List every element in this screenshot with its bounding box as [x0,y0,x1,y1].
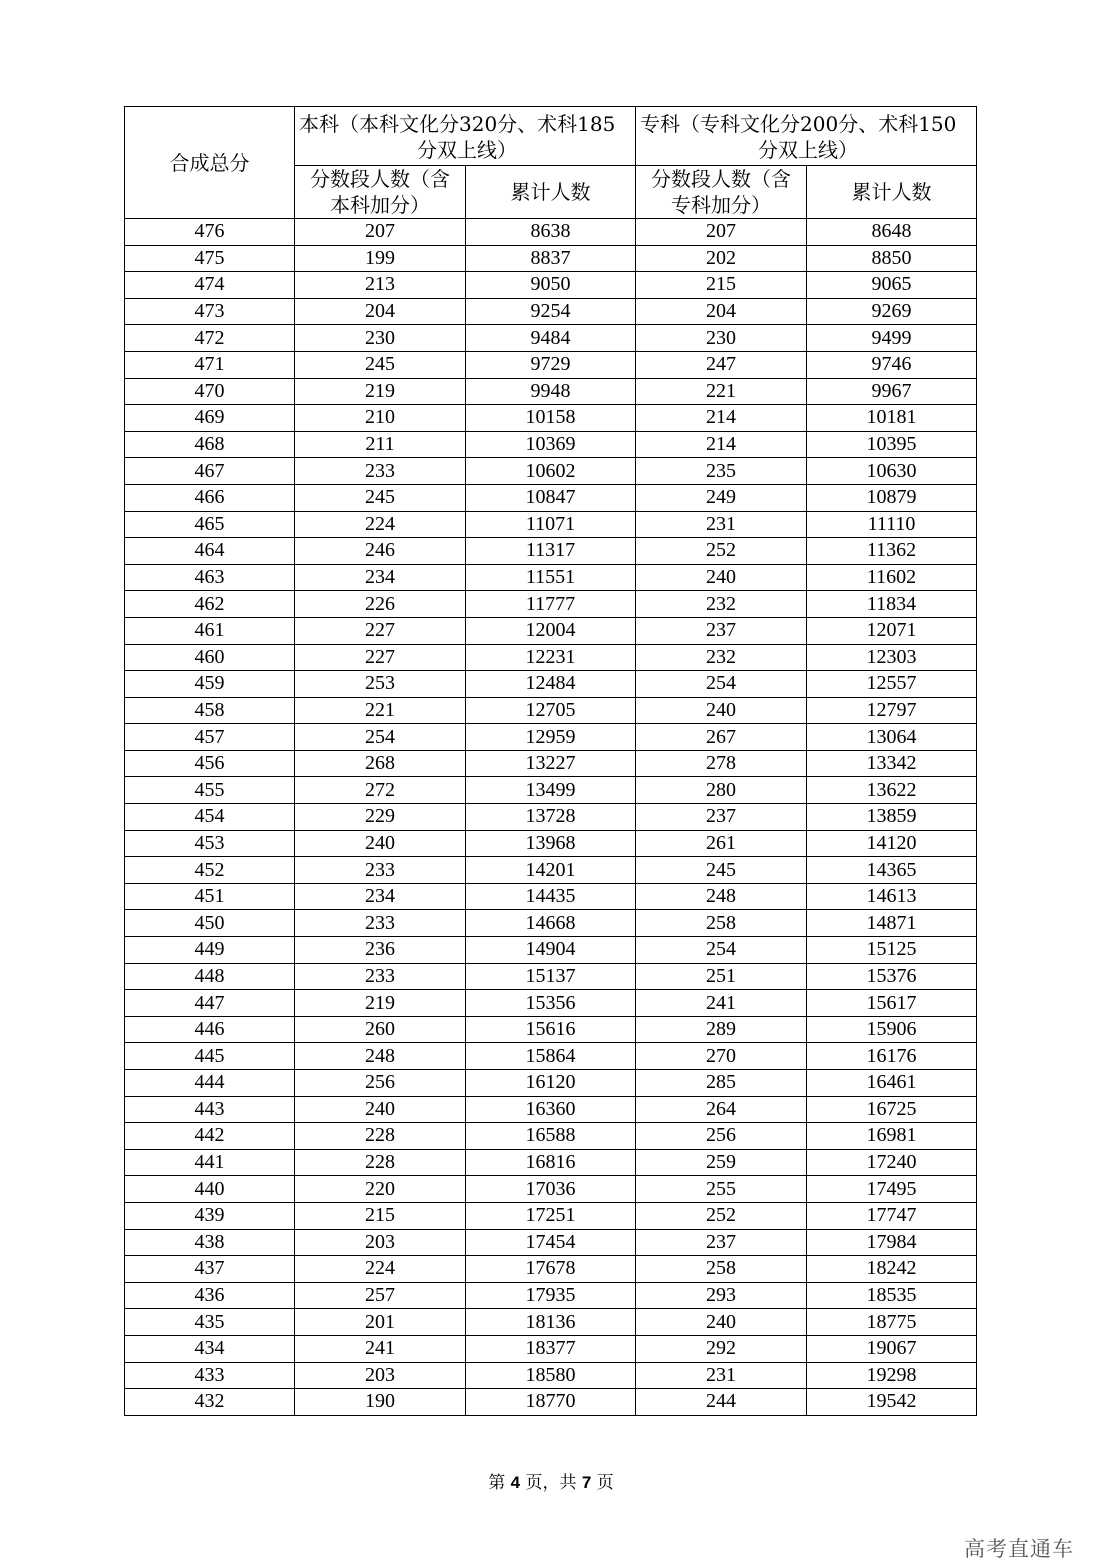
junior-count-cell: 204 [636,298,807,325]
score-cell: 447 [125,990,295,1017]
undergrad-cumulative-cell: 17678 [466,1256,636,1283]
junior-cumulative-cell: 15617 [807,990,977,1017]
table-row [125,1389,977,1416]
undergrad-cumulative-cell: 18770 [466,1389,636,1416]
junior-cumulative-cell: 13859 [807,804,977,831]
undergrad-cumulative-cell: 12231 [466,644,636,671]
undergrad-count-line1: 分数段人数（含 [310,167,450,191]
undergrad-count-cell: 246 [295,538,466,565]
score-cell: 462 [125,591,295,618]
table-row [125,724,977,751]
undergrad-cumulative-cell: 8638 [466,219,636,246]
junior-cumulative-cell: 14365 [807,857,977,884]
score-cell: 444 [125,1070,295,1097]
junior-count-cell: 259 [636,1149,807,1176]
score-cell: 443 [125,1096,295,1123]
junior-count-cell: 251 [636,963,807,990]
table-row [125,1335,977,1362]
score-cell: 454 [125,804,295,831]
junior-cumulative-cell: 9967 [807,378,977,405]
junior-count-cell: 240 [636,697,807,724]
junior-count-cell: 235 [636,458,807,485]
undergrad-cumulative-cell: 10158 [466,405,636,432]
score-cell: 457 [125,724,295,751]
undergrad-cumulative-cell: 9254 [466,298,636,325]
table-row [125,272,977,299]
junior-count-cell: 278 [636,750,807,777]
undergrad-cumulative-cell: 9484 [466,325,636,352]
score-cell: 471 [125,351,295,378]
undergrad-cumulative-cell: 16120 [466,1070,636,1097]
junior-cumulative-cell: 15125 [807,937,977,964]
junior-cumulative-cell: 19542 [807,1389,977,1416]
undergrad-cumulative-cell: 18377 [466,1335,636,1362]
table-row [125,697,977,724]
undergrad-count-header [295,166,466,219]
table-row [125,804,977,831]
junior-count-cell: 249 [636,484,807,511]
junior-count-cell: 270 [636,1043,807,1070]
score-cell: 441 [125,1149,295,1176]
junior-cumulative-cell: 13342 [807,750,977,777]
score-cell: 439 [125,1202,295,1229]
undergrad-count-cell: 221 [295,697,466,724]
junior-count-cell: 258 [636,1256,807,1283]
table-row [125,830,977,857]
undergrad-count-cell: 233 [295,963,466,990]
score-cell: 467 [125,458,295,485]
undergrad-count-cell: 201 [295,1309,466,1336]
table-row [125,883,977,910]
junior-count-cell: 261 [636,830,807,857]
score-cell: 452 [125,857,295,884]
score-cell: 432 [125,1389,295,1416]
undergrad-count-cell: 203 [295,1362,466,1389]
undergrad-cumulative-cell: 12705 [466,697,636,724]
score-cell: 463 [125,564,295,591]
score-cell: 456 [125,750,295,777]
undergrad-count-cell: 190 [295,1389,466,1416]
undergrad-cumulative-cell: 9948 [466,378,636,405]
score-cell: 466 [125,484,295,511]
junior-count-cell: 267 [636,724,807,751]
junior-count-cell: 214 [636,431,807,458]
junior-count-cell: 240 [636,1309,807,1336]
undergrad-count-cell: 220 [295,1176,466,1203]
junior-cumulative-cell: 14120 [807,830,977,857]
junior-count-cell: 245 [636,857,807,884]
junior-count-cell: 256 [636,1123,807,1150]
score-cell: 472 [125,325,295,352]
undergrad-cumulative-cell: 16360 [466,1096,636,1123]
score-distribution-table [124,106,977,1416]
junior-count-cell: 258 [636,910,807,937]
undergrad-cumulative-cell: 11317 [466,538,636,565]
undergrad-cumulative-cell: 8837 [466,245,636,272]
junior-count-cell: 254 [636,937,807,964]
undergrad-count-cell: 240 [295,1096,466,1123]
undergrad-count-cell: 227 [295,644,466,671]
undergrad-count-cell: 256 [295,1070,466,1097]
score-cell: 446 [125,1016,295,1043]
score-cell: 475 [125,245,295,272]
undergrad-count-cell: 236 [295,937,466,964]
junior-cumulative-cell: 16725 [807,1096,977,1123]
junior-cumulative-cell: 9269 [807,298,977,325]
junior-cumulative-cell: 15906 [807,1016,977,1043]
undergrad-cumulative-cell: 17935 [466,1282,636,1309]
table-row [125,538,977,565]
score-cell: 433 [125,1362,295,1389]
undergrad-cumulative-cell: 15616 [466,1016,636,1043]
undergrad-count-cell: 230 [295,325,466,352]
junior-count-cell: 237 [636,617,807,644]
junior-count-cell: 237 [636,1229,807,1256]
table-row [125,511,977,538]
score-cell: 465 [125,511,295,538]
junior-cumulative-cell: 16461 [807,1070,977,1097]
undergrad-cumulative-cell: 17036 [466,1176,636,1203]
table-row [125,1362,977,1389]
junior-count-cell: 292 [636,1335,807,1362]
undergrad-cumulative-cell: 12959 [466,724,636,751]
undergrad-group-line2: 分双上线） [417,138,517,162]
junior-cumulative-cell: 11602 [807,564,977,591]
table-row [125,351,977,378]
junior-count-header [636,166,807,219]
junior-count-cell: 255 [636,1176,807,1203]
junior-count-cell: 252 [636,538,807,565]
undergrad-cumulative-cell: 17251 [466,1202,636,1229]
undergrad-count-cell: 234 [295,883,466,910]
junior-count-cell: 240 [636,564,807,591]
undergrad-count-cell: 228 [295,1149,466,1176]
undergrad-count-cell: 272 [295,777,466,804]
undergrad-count-cell: 203 [295,1229,466,1256]
score-cell: 445 [125,1043,295,1070]
undergrad-count-cell: 253 [295,671,466,698]
table-row [125,990,977,1017]
table-row [125,1096,977,1123]
junior-cumulative-cell: 12071 [807,617,977,644]
junior-count-cell: 252 [636,1202,807,1229]
score-cell: 455 [125,777,295,804]
undergrad-cumulative-cell: 14435 [466,883,636,910]
junior-count-cell: 244 [636,1389,807,1416]
undergrad-count-cell: 215 [295,1202,466,1229]
table-row [125,1176,977,1203]
undergrad-cumulative-cell: 9050 [466,272,636,299]
table-row [125,431,977,458]
undergrad-count-cell: 233 [295,857,466,884]
undergrad-count-cell: 204 [295,298,466,325]
junior-cumulative-cell: 18242 [807,1256,977,1283]
undergrad-cumulative-cell: 11071 [466,511,636,538]
undergrad-count-cell: 245 [295,351,466,378]
junior-cumulative-cell: 19298 [807,1362,977,1389]
junior-cumulative-cell: 13622 [807,777,977,804]
junior-count-cell: 232 [636,591,807,618]
score-cell: 473 [125,298,295,325]
undergrad-cumulative-cell: 10602 [466,458,636,485]
undergrad-cumulative-cell: 9729 [466,351,636,378]
junior-cumulative-cell: 12303 [807,644,977,671]
undergrad-count-cell: 248 [295,1043,466,1070]
junior-cumulative-cell: 14871 [807,910,977,937]
junior-count-cell: 232 [636,644,807,671]
undergrad-count-cell: 207 [295,219,466,246]
table-row [125,750,977,777]
undergrad-count-cell: 241 [295,1335,466,1362]
junior-count-cell: 215 [636,272,807,299]
score-cell: 469 [125,405,295,432]
junior-cumulative-cell: 18775 [807,1309,977,1336]
junior-group-line2: 分双上线） [758,138,859,162]
table-row [125,1070,977,1097]
page-footer [0,1468,1102,1493]
junior-cumulative-cell: 14613 [807,883,977,910]
undergrad-count-cell: 211 [295,431,466,458]
score-cell: 459 [125,671,295,698]
junior-cumulative-cell: 10395 [807,431,977,458]
junior-count-cell: 289 [636,1016,807,1043]
undergrad-cumulative-cell: 14904 [466,937,636,964]
table-row [125,245,977,272]
undergrad-cumulative-cell: 16588 [466,1123,636,1150]
undergrad-count-cell: 245 [295,484,466,511]
undergrad-group-line1: 本科（本科文化分320分、术科185 [299,112,616,136]
undergrad-cumulative-cell: 10847 [466,484,636,511]
undergrad-cumulative-cell: 15864 [466,1043,636,1070]
junior-count-cell: 247 [636,351,807,378]
junior-cumulative-cell: 19067 [807,1335,977,1362]
undergrad-cumulative-cell: 18580 [466,1362,636,1389]
junior-cumulative-cell: 10630 [807,458,977,485]
watermark: 高考直通车 [964,1537,1074,1561]
table-row [125,484,977,511]
undergrad-cumulative-cell: 11777 [466,591,636,618]
undergrad-cumulative-cell: 13728 [466,804,636,831]
undergrad-count-cell: 254 [295,724,466,751]
undergrad-count-cell: 224 [295,511,466,538]
junior-cumulative-cell: 10879 [807,484,977,511]
junior-group-header [636,107,977,166]
undergrad-count-cell: 268 [295,750,466,777]
score-cell: 442 [125,1123,295,1150]
score-cell: 470 [125,378,295,405]
table-row [125,1229,977,1256]
undergrad-count-cell: 224 [295,1256,466,1283]
score-cell: 453 [125,830,295,857]
score-cell: 458 [125,697,295,724]
table-body [125,219,977,1416]
junior-cumulative-cell: 10181 [807,405,977,432]
score-cell: 449 [125,937,295,964]
footer-middle: 页，共 [525,1473,577,1493]
undergrad-cumulative-cell: 15137 [466,963,636,990]
table-row [125,1309,977,1336]
footer-total-pages: 7 [581,1473,592,1492]
junior-cumulative-cell: 18535 [807,1282,977,1309]
table-row [125,1282,977,1309]
junior-count-line1: 分数段人数（含 [651,167,792,191]
undergrad-cumulative-cell: 17454 [466,1229,636,1256]
table-row [125,458,977,485]
undergrad-count-line2: 本科加分） [330,193,430,217]
junior-cumulative-cell: 16176 [807,1043,977,1070]
table-row [125,219,977,246]
table-row [125,937,977,964]
junior-cumulative-cell: 12557 [807,671,977,698]
table-row [125,1123,977,1150]
undergrad-cumulative-cell: 14201 [466,857,636,884]
table-row [125,910,977,937]
score-cell: 460 [125,644,295,671]
table-row [125,325,977,352]
junior-cumulative-cell: 8850 [807,245,977,272]
junior-count-cell: 241 [636,990,807,1017]
junior-cumulative-cell: 11110 [807,511,977,538]
junior-count-cell: 214 [636,405,807,432]
score-cell: 464 [125,538,295,565]
junior-cumulative-header: 累计人数 [807,166,977,219]
junior-cumulative-cell: 9746 [807,351,977,378]
table-row [125,963,977,990]
undergrad-count-cell: 210 [295,405,466,432]
junior-count-cell: 231 [636,511,807,538]
junior-cumulative-cell: 15376 [807,963,977,990]
junior-cumulative-cell: 9499 [807,325,977,352]
footer-page-number: 4 [510,1473,521,1492]
junior-count-cell: 280 [636,777,807,804]
score-cell: 450 [125,910,295,937]
junior-count-cell: 230 [636,325,807,352]
undergrad-count-cell: 199 [295,245,466,272]
footer-suffix: 页 [596,1473,614,1493]
undergrad-count-cell: 229 [295,804,466,831]
score-cell: 476 [125,219,295,246]
undergrad-cumulative-cell: 13968 [466,830,636,857]
junior-count-cell: 248 [636,883,807,910]
junior-cumulative-cell: 11362 [807,538,977,565]
undergrad-cumulative-cell: 12004 [466,617,636,644]
undergrad-cumulative-cell: 16816 [466,1149,636,1176]
undergrad-count-cell: 257 [295,1282,466,1309]
table-row [125,1043,977,1070]
score-column-header: 合成总分 [125,107,295,219]
score-cell: 438 [125,1229,295,1256]
undergrad-cumulative-cell: 10369 [466,431,636,458]
junior-count-cell: 202 [636,245,807,272]
table-row [125,405,977,432]
undergrad-count-cell: 213 [295,272,466,299]
undergrad-cumulative-cell: 15356 [466,990,636,1017]
table-row [125,1202,977,1229]
undergrad-count-cell: 234 [295,564,466,591]
table-row [125,644,977,671]
undergrad-count-cell: 233 [295,910,466,937]
table-header [125,107,977,219]
score-cell: 451 [125,883,295,910]
table-row [125,1016,977,1043]
junior-cumulative-cell: 17240 [807,1149,977,1176]
undergrad-count-cell: 227 [295,617,466,644]
junior-cumulative-cell: 11834 [807,591,977,618]
score-cell: 468 [125,431,295,458]
table-row [125,564,977,591]
junior-cumulative-cell: 16981 [807,1123,977,1150]
table-row [125,591,977,618]
junior-group-line1: 专科（专科文化分200分、术科150 [640,112,957,136]
score-cell: 474 [125,272,295,299]
junior-count-cell: 264 [636,1096,807,1123]
undergrad-cumulative-cell: 14668 [466,910,636,937]
footer-prefix: 第 [488,1473,506,1493]
score-cell: 434 [125,1335,295,1362]
score-cell: 435 [125,1309,295,1336]
junior-count-cell: 221 [636,378,807,405]
undergrad-count-cell: 219 [295,990,466,1017]
table-row [125,378,977,405]
undergrad-count-cell: 228 [295,1123,466,1150]
table-row [125,777,977,804]
junior-cumulative-cell: 17984 [807,1229,977,1256]
table-row [125,857,977,884]
junior-cumulative-cell: 17747 [807,1202,977,1229]
undergrad-cumulative-cell: 13227 [466,750,636,777]
undergrad-count-cell: 226 [295,591,466,618]
score-cell: 461 [125,617,295,644]
junior-cumulative-cell: 17495 [807,1176,977,1203]
junior-count-cell: 237 [636,804,807,831]
score-cell: 436 [125,1282,295,1309]
table-row [125,671,977,698]
table-row [125,1256,977,1283]
score-cell: 440 [125,1176,295,1203]
junior-count-cell: 254 [636,671,807,698]
junior-cumulative-cell: 9065 [807,272,977,299]
score-cell: 448 [125,963,295,990]
undergrad-count-cell: 260 [295,1016,466,1043]
undergrad-cumulative-cell: 18136 [466,1309,636,1336]
junior-count-cell: 231 [636,1362,807,1389]
junior-count-cell: 285 [636,1070,807,1097]
junior-cumulative-cell: 13064 [807,724,977,751]
undergrad-cumulative-cell: 12484 [466,671,636,698]
junior-count-line2: 专科加分） [671,193,772,217]
junior-cumulative-cell: 8648 [807,219,977,246]
undergrad-count-cell: 240 [295,830,466,857]
table-row [125,1149,977,1176]
junior-count-cell: 293 [636,1282,807,1309]
score-cell: 437 [125,1256,295,1283]
undergrad-group-header [295,107,636,166]
undergrad-count-cell: 219 [295,378,466,405]
undergrad-cumulative-cell: 13499 [466,777,636,804]
junior-count-cell: 207 [636,219,807,246]
undergrad-cumulative-cell: 11551 [466,564,636,591]
junior-cumulative-cell: 12797 [807,697,977,724]
undergrad-count-cell: 233 [295,458,466,485]
undergrad-cumulative-header: 累计人数 [466,166,636,219]
table-row [125,298,977,325]
table-row [125,617,977,644]
